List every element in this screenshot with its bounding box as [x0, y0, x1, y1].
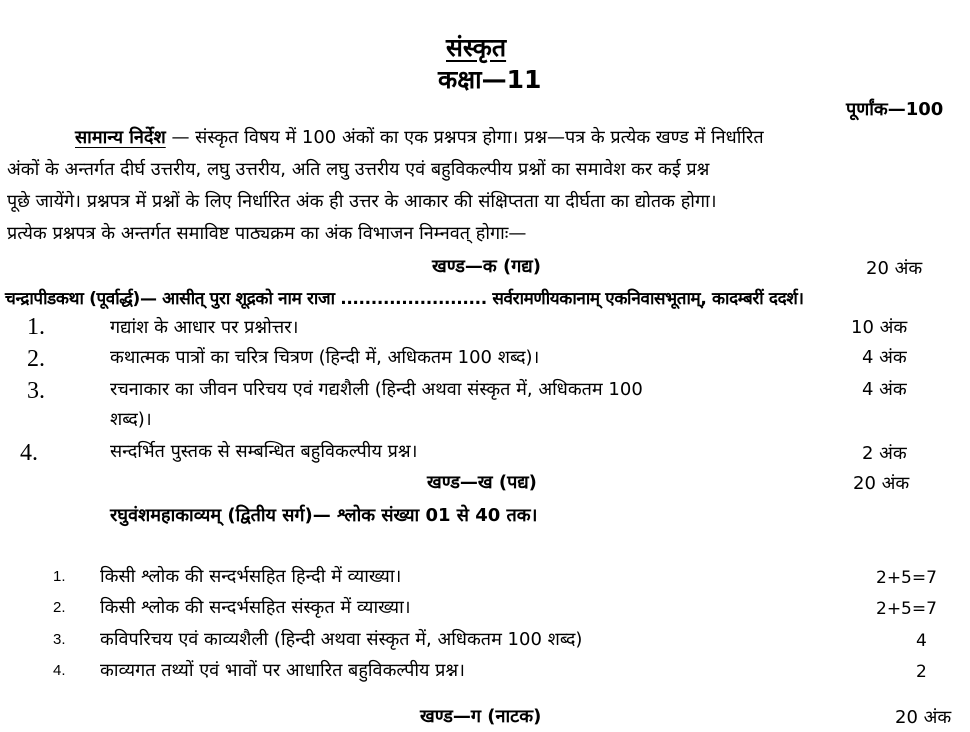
section-a-item-2-number: 2. — [27, 346, 45, 372]
instructions-text-1: — संस्कृत विषय में 100 अंकों का एक प्रश्नपत्र होगा। प्रश्न—पत्र के प्रत्येक खण्ड में निर्धारित — [165, 127, 764, 148]
section-b-item-4-text: काव्यगत तथ्यों एवं भावों पर आधारित बहुविकल्पीय प्रश्न। — [100, 660, 465, 681]
section-b-item-2-marks: 2+5=7 — [876, 599, 937, 619]
instructions-line-3: पूछे जायेंगे। प्रश्नपत्र में प्रश्नों के लिए निर्धारित अंक ही उत्तर के आकार की संक्षिप्तता या दीर्घता का द्योतक होगा। — [7, 191, 717, 212]
section-a-item-3-text-cont: शब्द)। — [110, 409, 152, 430]
section-b-item-4-marks: 2 — [916, 662, 927, 682]
section-a-item-3-text: रचनाकार का जीवन परिचय एवं गद्यशैली (हिन्दी अथवा संस्कृत में, अधिकतम 100 — [110, 379, 643, 400]
section-b-item-3-marks: 4 — [916, 631, 927, 651]
section-b-marks: 20 अंक — [853, 473, 910, 494]
section-b-item-1-text: किसी श्लोक की सन्दर्भसहित हिन्दी में व्याख्या। — [100, 566, 402, 587]
section-c-marks: 20 अंक — [895, 707, 952, 728]
section-b-item-3-number: 3. — [53, 631, 66, 648]
section-a-item-1-number: 1. — [27, 314, 45, 340]
section-b-item-2-number: 2. — [53, 599, 66, 616]
section-a-marks: 20 अंक — [866, 258, 923, 279]
instructions-line-2: अंकों के अन्तर्गत दीर्घ उत्तरीय, लघु उत्तरीय, अति लघु उत्तरीय एवं बहुविकल्पीय प्रश्नों का समावेश कर कई प्रश्न — [7, 159, 710, 180]
section-b-item-2-text: किसी श्लोक की सन्दर्भसहित संस्कृत में व्याख्या। — [100, 597, 411, 618]
section-a-item-3-number: 3. — [27, 378, 45, 404]
section-a-item-2-text: कथात्मक पात्रों का चरित्र चित्रण (हिन्दी में, अधिकतम 100 शब्द)। — [110, 347, 540, 368]
section-b-item-3-text: कविपरिचय एवं काव्यशैली (हिन्दी अथवा संस्कृत में, अधिकतम 100 शब्द) — [100, 629, 583, 650]
section-b-item-4-number: 4. — [53, 662, 66, 679]
section-a-heading: खण्ड—क (गद्य) — [432, 256, 541, 277]
class-title: कक्षा—11 — [438, 65, 542, 94]
section-b-item-1-marks: 2+5=7 — [876, 568, 937, 588]
instructions-label: सामान्य निर्देश — [75, 127, 166, 148]
section-a-item-1-marks: 10 अंक — [851, 317, 908, 338]
section-a-item-1-text: गद्यांश के आधार पर प्रश्नोत्तर। — [110, 317, 299, 338]
section-b-item-1-number: 1. — [53, 568, 66, 585]
section-a-item-3-marks: 4 अंक — [862, 379, 907, 400]
instructions-line-4: प्रत्येक प्रश्नपत्र के अन्तर्गत समाविष्ट पाठ्यक्रम का अंक विभाजन निम्नवत् होगाः— — [7, 223, 527, 244]
instructions-line-1 — [75, 125, 764, 149]
section-b-syllabus: रघुवंशमहाकाव्यम् (द्वितीय सर्ग)— श्लोक संख्या 01 से 40 तक। — [110, 505, 538, 526]
section-a-item-2-marks: 4 अंक — [862, 347, 907, 368]
section-a-item-4-marks: 2 अंक — [862, 443, 907, 464]
section-a-syllabus: चन्द्रापीडकथा (पूर्वार्द्ध)— आसीत् पुरा शूद्रको नाम राजा ........................ सर्वरामणीयकानाम् एकनिवासभूताम्, कादम्बरीं ददर्श। — [5, 289, 804, 309]
section-c-heading: खण्ड—ग (नाटक) — [420, 706, 542, 727]
section-a-item-4-text: सन्दर्भित पुस्तक से सम्बन्धित बहुविकल्पीय प्रश्न। — [110, 441, 418, 462]
section-a-item-4-number: 4. — [20, 440, 38, 466]
subject-title: संस्कृत — [446, 33, 507, 62]
full-marks: पूर्णांक—100 — [846, 99, 944, 120]
section-b-heading: खण्ड—ख (पद्य) — [427, 472, 537, 493]
